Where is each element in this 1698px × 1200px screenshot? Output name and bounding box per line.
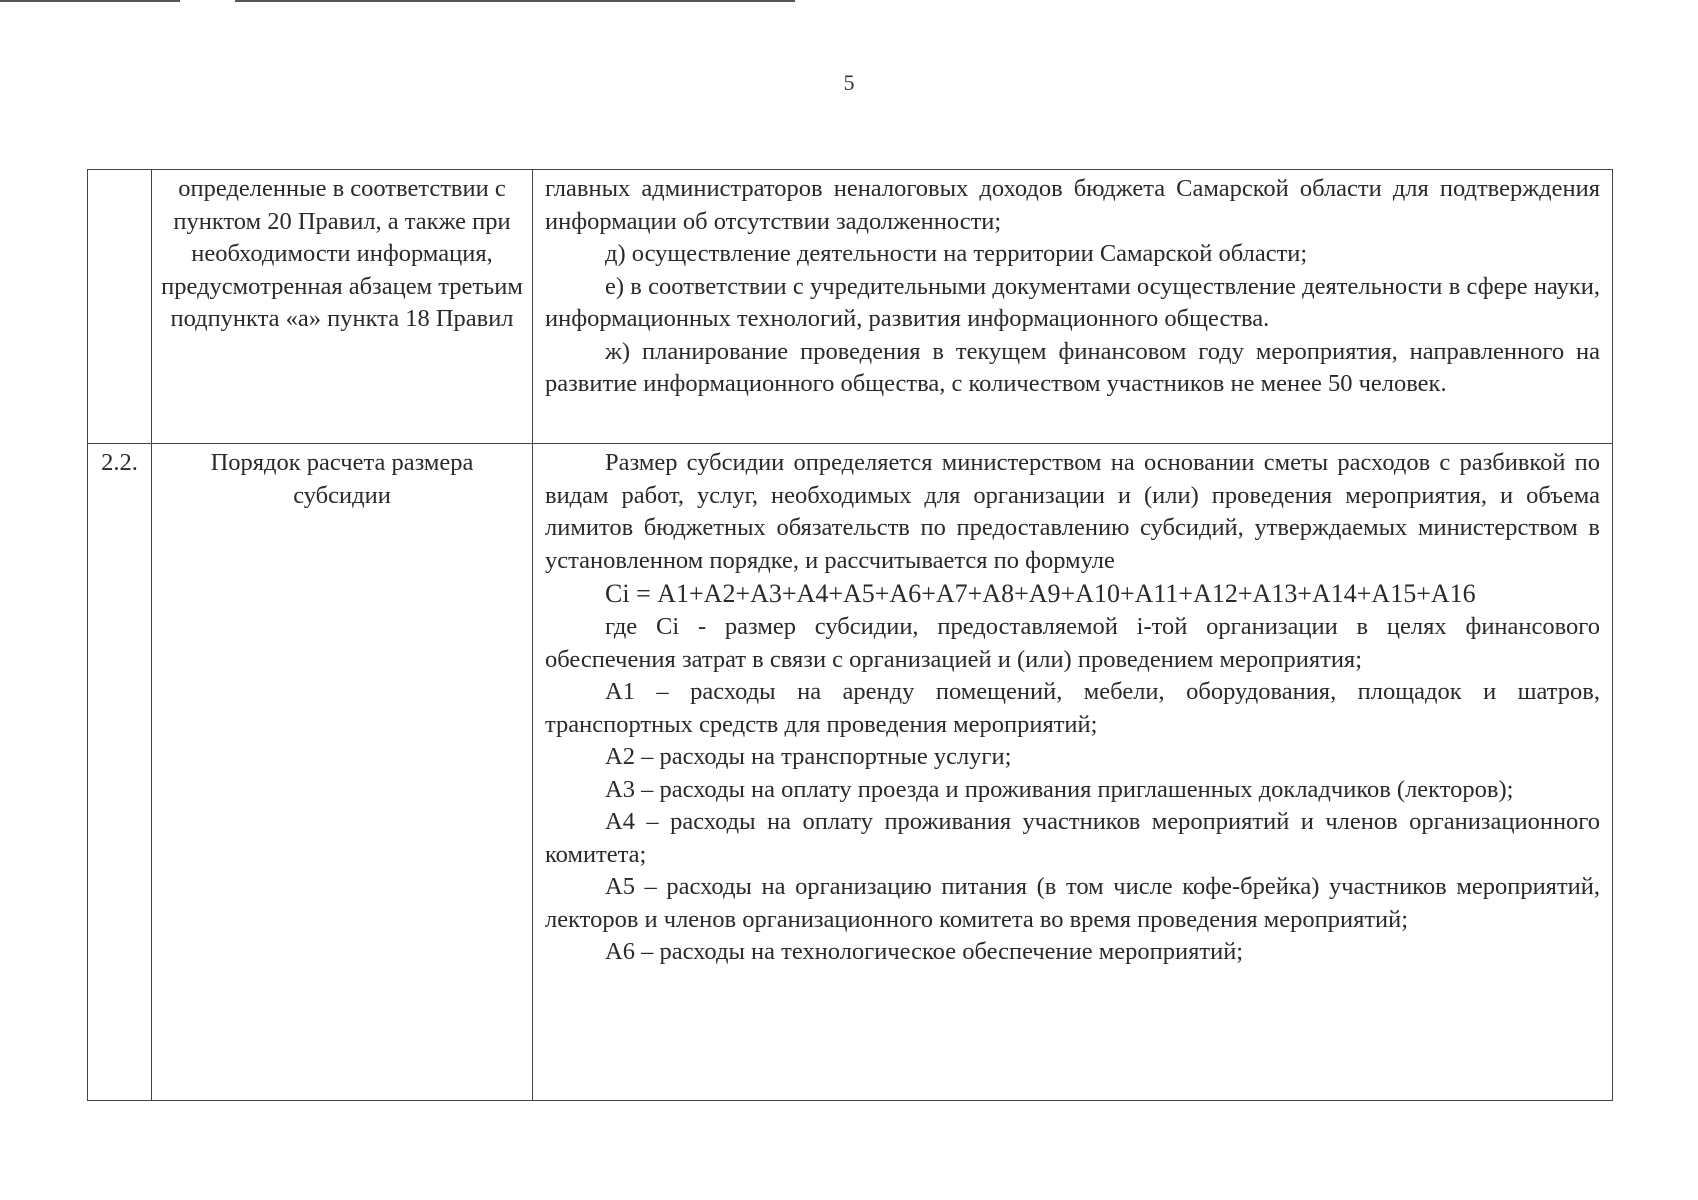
formula: Ci = А1+А2+А3+А4+А5+А6+А7+А8+А9+А10+А11+А12+А13+А14+А15+А16 [605,579,1476,608]
row-name-cell: Порядок расчета размера субсидии [152,444,533,1101]
scan-top-rule [235,0,795,2]
paragraph: е) в соответствии с учредительными документами осуществление деятельности в сфере науки, информационных технологий, развития информационного общества. [545,272,1600,332]
row-number-cell [88,170,152,444]
table-row [88,444,1613,1101]
paragraph: где Ci - размер субсидии, предоставляемой i-той организации в целях финансового обеспечения затрат в связи с организацией и (или) проведением мероприятия; [545,613,1600,673]
paragraph: А2 – расходы на транспортные услуги; [605,743,1012,770]
paragraph: д) осуществление деятельности на территории Самарской области; [605,240,1308,267]
table-row [88,170,1613,444]
row-number-cell: 2.2. [88,444,152,1101]
paragraph: А4 – расходы на оплату проживания участников мероприятий и членов организационного комитета; [545,808,1600,868]
paragraph: Размер субсидии определяется министерством на основании сметы расходов с разбивкой по видам работ, услуг, необходимых для организации и (или) проведения мероприятия, и объема лимитов бюджетных обязательств по предоставлению субсидий, утверждаемых министерством в установленном порядке, и рассчитывается по формуле [545,449,1600,574]
paragraph: А5 – расходы на организацию питания (в том числе кофе-брейка) участников мероприятий, лекторов и членов организационного комитета во время проведения мероприятий; [545,873,1600,933]
page-number: 5 [843,70,855,95]
paragraph: ж) планирование проведения в текущем финансовом году мероприятия, направленного на развитие информационного общества, с количеством участников не менее 50 человек. [545,337,1600,397]
row-text-cell [533,170,1613,444]
scan-top-rule [0,0,180,2]
document-table [87,169,1613,1101]
paragraph: А1 – расходы на аренду помещений, мебели, оборудования, площадок и шатров, транспортных средств для проведения мероприятий; [545,678,1600,738]
paragraph: главных администраторов неналоговых доходов бюджета Самарской области для подтверждения информации об отсутствии задолженности; [545,175,1600,235]
paragraph: А6 – расходы на технологическое обеспечение мероприятий; [605,938,1244,965]
paragraph: А3 – расходы на оплату проезда и проживания приглашенных докладчиков (лекторов); [605,775,1514,803]
row-text-cell [533,444,1613,1101]
row-name-cell: определенные в соответствии с пунктом 20 Правил, а также при необходимости информация, предусмотренная абзацем третьим подпункта «а» пункта 18 Правил [152,170,533,444]
